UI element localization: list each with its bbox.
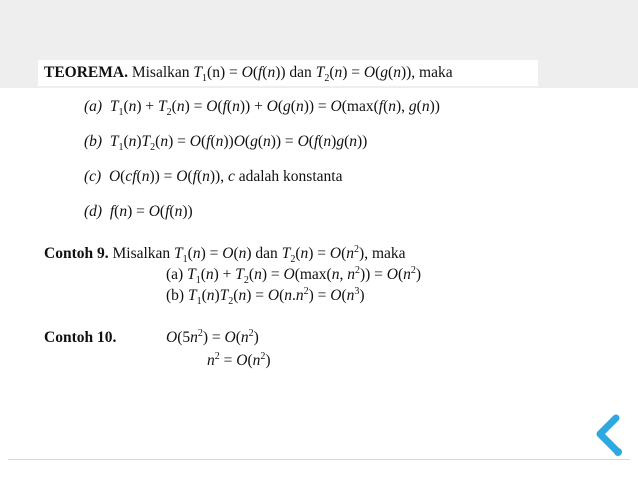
theorem-item-c: (c) O(cf(n)) = O(f(n)), c adalah konstanta [84,168,343,185]
example9-heading: Contoh 9. [44,245,109,262]
example10-heading: Contoh 10. [44,329,117,346]
chevron-logo-icon [590,414,626,458]
theorem-item-b: (b) $T_1(n)T_2(n) = O(f(n))O(g(n)) = O(f(n)g(n))$ [84,133,368,154]
example9-line-a: (a) $T_1(n) + T_2(n) = O(\max(n$, $n^2)) = O(n^2)$ [166,264,422,287]
theorem-then-text: , maka [411,64,453,81]
theorem-and-text: dan [289,64,312,81]
theorem-intro-text: Misalkan [131,64,190,81]
theorem-item-a: (a) $T_1(n) + T_2(n) = O(f(n)) + O(g(n)) = O(\max(f(n)$, g(n)) [84,98,440,119]
theorem-heading: TEOREMA. [44,64,128,81]
footer-divider [8,459,630,460]
example10-heading-line [44,329,116,347]
theorem-item-d: (d) f(n) = O(f(n)) [84,203,193,220]
example9-line-b: (b) $T_1(n)T_2(n) = O(n.n^2) = O(n^3)$ [166,285,365,308]
example10-line-1: $O(5n^2) = O(n^2)$ [166,327,259,346]
theorem-statement: TEOREMA. Misalkan $T_1(n) = O(f(n))$ dan $T_2(n) = O(g(n))$, maka [44,64,453,85]
example9-statement: Contoh 9. Misalkan $T_1(n) = O(n)$ dan $T_2(n) = O(n^2)$, maka [44,243,406,266]
example10-line-2: $n^2 = O(n^2)$ [207,350,271,369]
